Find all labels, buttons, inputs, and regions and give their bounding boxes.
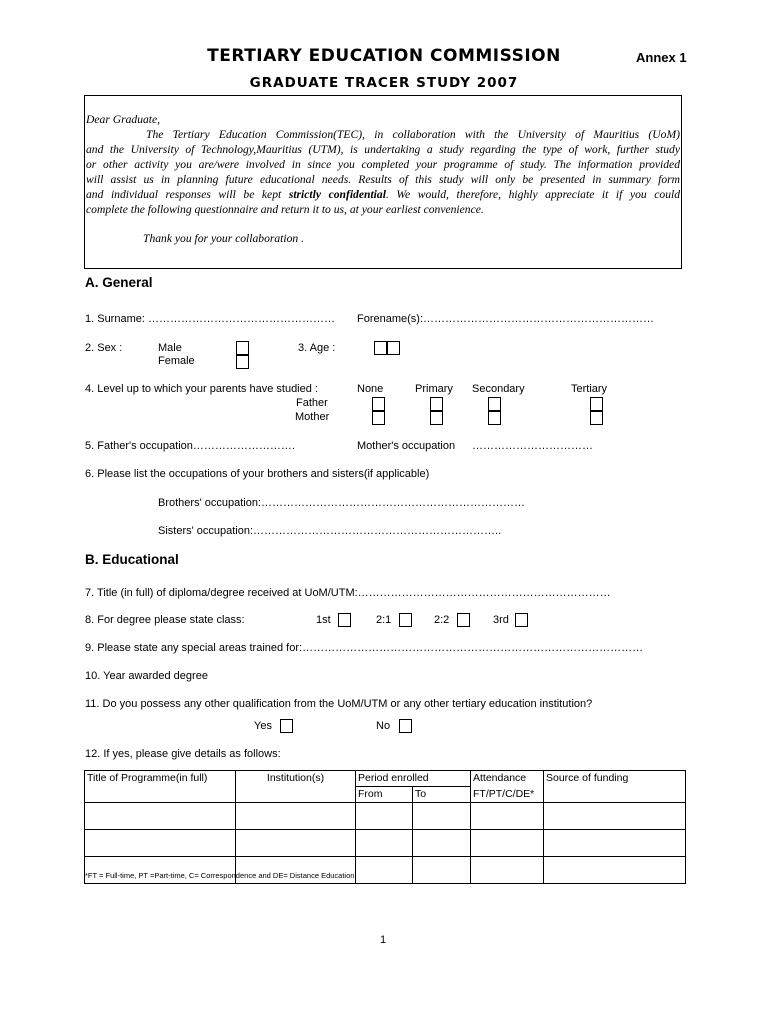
parents-education-label: 4. Level up to which your parents have studied : — [85, 383, 318, 395]
letter-line-4: will assist us in planning future educational needs. Results of this study will only be presented in summary form — [86, 173, 680, 186]
section-a-heading: A. General — [85, 275, 153, 290]
class-3rd-label: 3rd — [493, 614, 509, 626]
class-3rd-checkbox[interactable] — [515, 613, 528, 627]
letter-line-3: or other activity you are/were involved in since you completed your programme of study. The information provided — [86, 158, 680, 171]
qualification-no-label: No — [376, 720, 391, 732]
header-period: Period enrolled — [356, 771, 471, 787]
mother-tertiary-checkbox[interactable] — [590, 411, 603, 425]
annex-label: Annex 1 — [636, 50, 687, 65]
sex-label: 2. Sex : — [85, 342, 123, 354]
father-secondary-checkbox[interactable] — [488, 397, 501, 411]
details-instruction: 12. If yes, please give details as follows: — [85, 748, 281, 760]
level-tertiary-header: Tertiary — [571, 383, 608, 395]
form-title: TERTIARY EDUCATION COMMISSION — [207, 46, 561, 66]
age-digit-1-box[interactable] — [374, 341, 387, 355]
class-22-checkbox[interactable] — [457, 613, 470, 627]
age-label: 3. Age : — [298, 342, 336, 354]
header-attendance: Attendance — [471, 771, 544, 787]
table-subheader-row — [85, 787, 686, 803]
mother-row-label: Mother — [295, 411, 330, 423]
surname-field[interactable]: 1. Surname: …………………………………………… — [85, 313, 335, 325]
class-1st-label: 1st — [316, 614, 331, 626]
intro-letter-box — [84, 95, 682, 269]
class-1st-checkbox[interactable] — [338, 613, 351, 627]
qualification-details-table — [84, 770, 686, 884]
mother-primary-checkbox[interactable] — [430, 411, 443, 425]
sisters-occupation-field[interactable]: Sisters' occupation:………………………………………………………….. — [158, 525, 502, 537]
level-secondary-header: Secondary — [472, 383, 525, 395]
mother-none-checkbox[interactable] — [372, 411, 385, 425]
table-header-row — [85, 771, 686, 787]
table-footnote: *FT = Full-time, PT =Part-time, C= Correspondence and DE= Distance Education — [85, 871, 355, 880]
header-institution: Institution(s) — [236, 771, 356, 787]
table-row[interactable] — [85, 803, 686, 830]
header-attendance-codes: FT/PT/C/DE* — [471, 787, 544, 803]
letter-line-1: The Tertiary Education Commission(TEC), in collaboration with the University of Mauritius (UoM) — [146, 128, 680, 141]
class-21-label: 2:1 — [376, 614, 392, 626]
qualification-yes-label: Yes — [254, 720, 272, 732]
sex-male-label: Male — [158, 342, 182, 354]
brothers-occupation-field[interactable]: Brothers' occupation:……………………………………………………………… — [158, 497, 525, 509]
qualification-yes-checkbox[interactable] — [280, 719, 293, 733]
mother-secondary-checkbox[interactable] — [488, 411, 501, 425]
degree-class-label: 8. For degree please state class: — [85, 614, 245, 626]
letter-line-5: and individual responses will be kept strictly confidential. We would, therefore, highly appreciate it if you could — [86, 188, 681, 201]
father-occupation-field[interactable]: 5. Father's occupation………………………. — [85, 440, 295, 452]
level-none-header: None — [357, 383, 384, 395]
table-row[interactable] — [85, 830, 686, 857]
special-areas-field[interactable]: 9. Please state any special areas trained for:………………………………………………………………………………… — [85, 642, 644, 654]
level-primary-header: Primary — [415, 383, 453, 395]
father-primary-checkbox[interactable] — [430, 397, 443, 411]
qualification-no-checkbox[interactable] — [399, 719, 412, 733]
siblings-occupation-label: 6. Please list the occupations of your brothers and sisters(if applicable) — [85, 468, 430, 480]
header-to: To — [413, 787, 471, 803]
letter-line-6: complete the following questionnaire and return it to us, at your earliest convenience. — [86, 203, 484, 216]
header-funding: Source of funding — [544, 771, 686, 787]
sex-male-checkbox[interactable] — [236, 341, 249, 355]
letter-line-2: and the University of Technology,Mauritius (UTM), is undertaking a study regarding the type of work, further study — [86, 143, 680, 156]
section-b-heading: B. Educational — [85, 552, 179, 567]
page-number: 1 — [380, 934, 387, 946]
mother-occupation-field[interactable]: …………………………… — [472, 440, 593, 452]
father-tertiary-checkbox[interactable] — [590, 397, 603, 411]
sex-female-checkbox[interactable] — [236, 355, 249, 369]
forename-field[interactable]: Forename(s):……………………………………………………… — [357, 313, 655, 325]
mother-occupation-label: Mother's occupation — [357, 440, 456, 452]
sex-female-label: Female — [158, 355, 195, 367]
diploma-title-field[interactable]: 7. Title (in full) of diploma/degree received at UoM/UTM:…………………………………………………………… — [85, 587, 611, 599]
confidential-text: strictly confidential — [288, 188, 386, 201]
other-qualification-question: 11. Do you possess any other qualification from the UoM/UTM or any other tertiary education institution? — [85, 698, 593, 710]
father-row-label: Father — [296, 397, 328, 409]
header-from: From — [356, 787, 413, 803]
class-21-checkbox[interactable] — [399, 613, 412, 627]
letter-thanks: Thank you for your collaboration . — [143, 232, 305, 245]
year-awarded-label[interactable]: 10. Year awarded degree — [85, 670, 208, 682]
father-none-checkbox[interactable] — [372, 397, 385, 411]
class-22-label: 2:2 — [434, 614, 450, 626]
header-title: Title of Programme(in full) — [85, 771, 236, 787]
age-digit-2-box[interactable] — [387, 341, 400, 355]
letter-greeting: Dear Graduate, — [86, 113, 161, 126]
form-subtitle: GRADUATE TRACER STUDY 2007 — [249, 75, 519, 91]
